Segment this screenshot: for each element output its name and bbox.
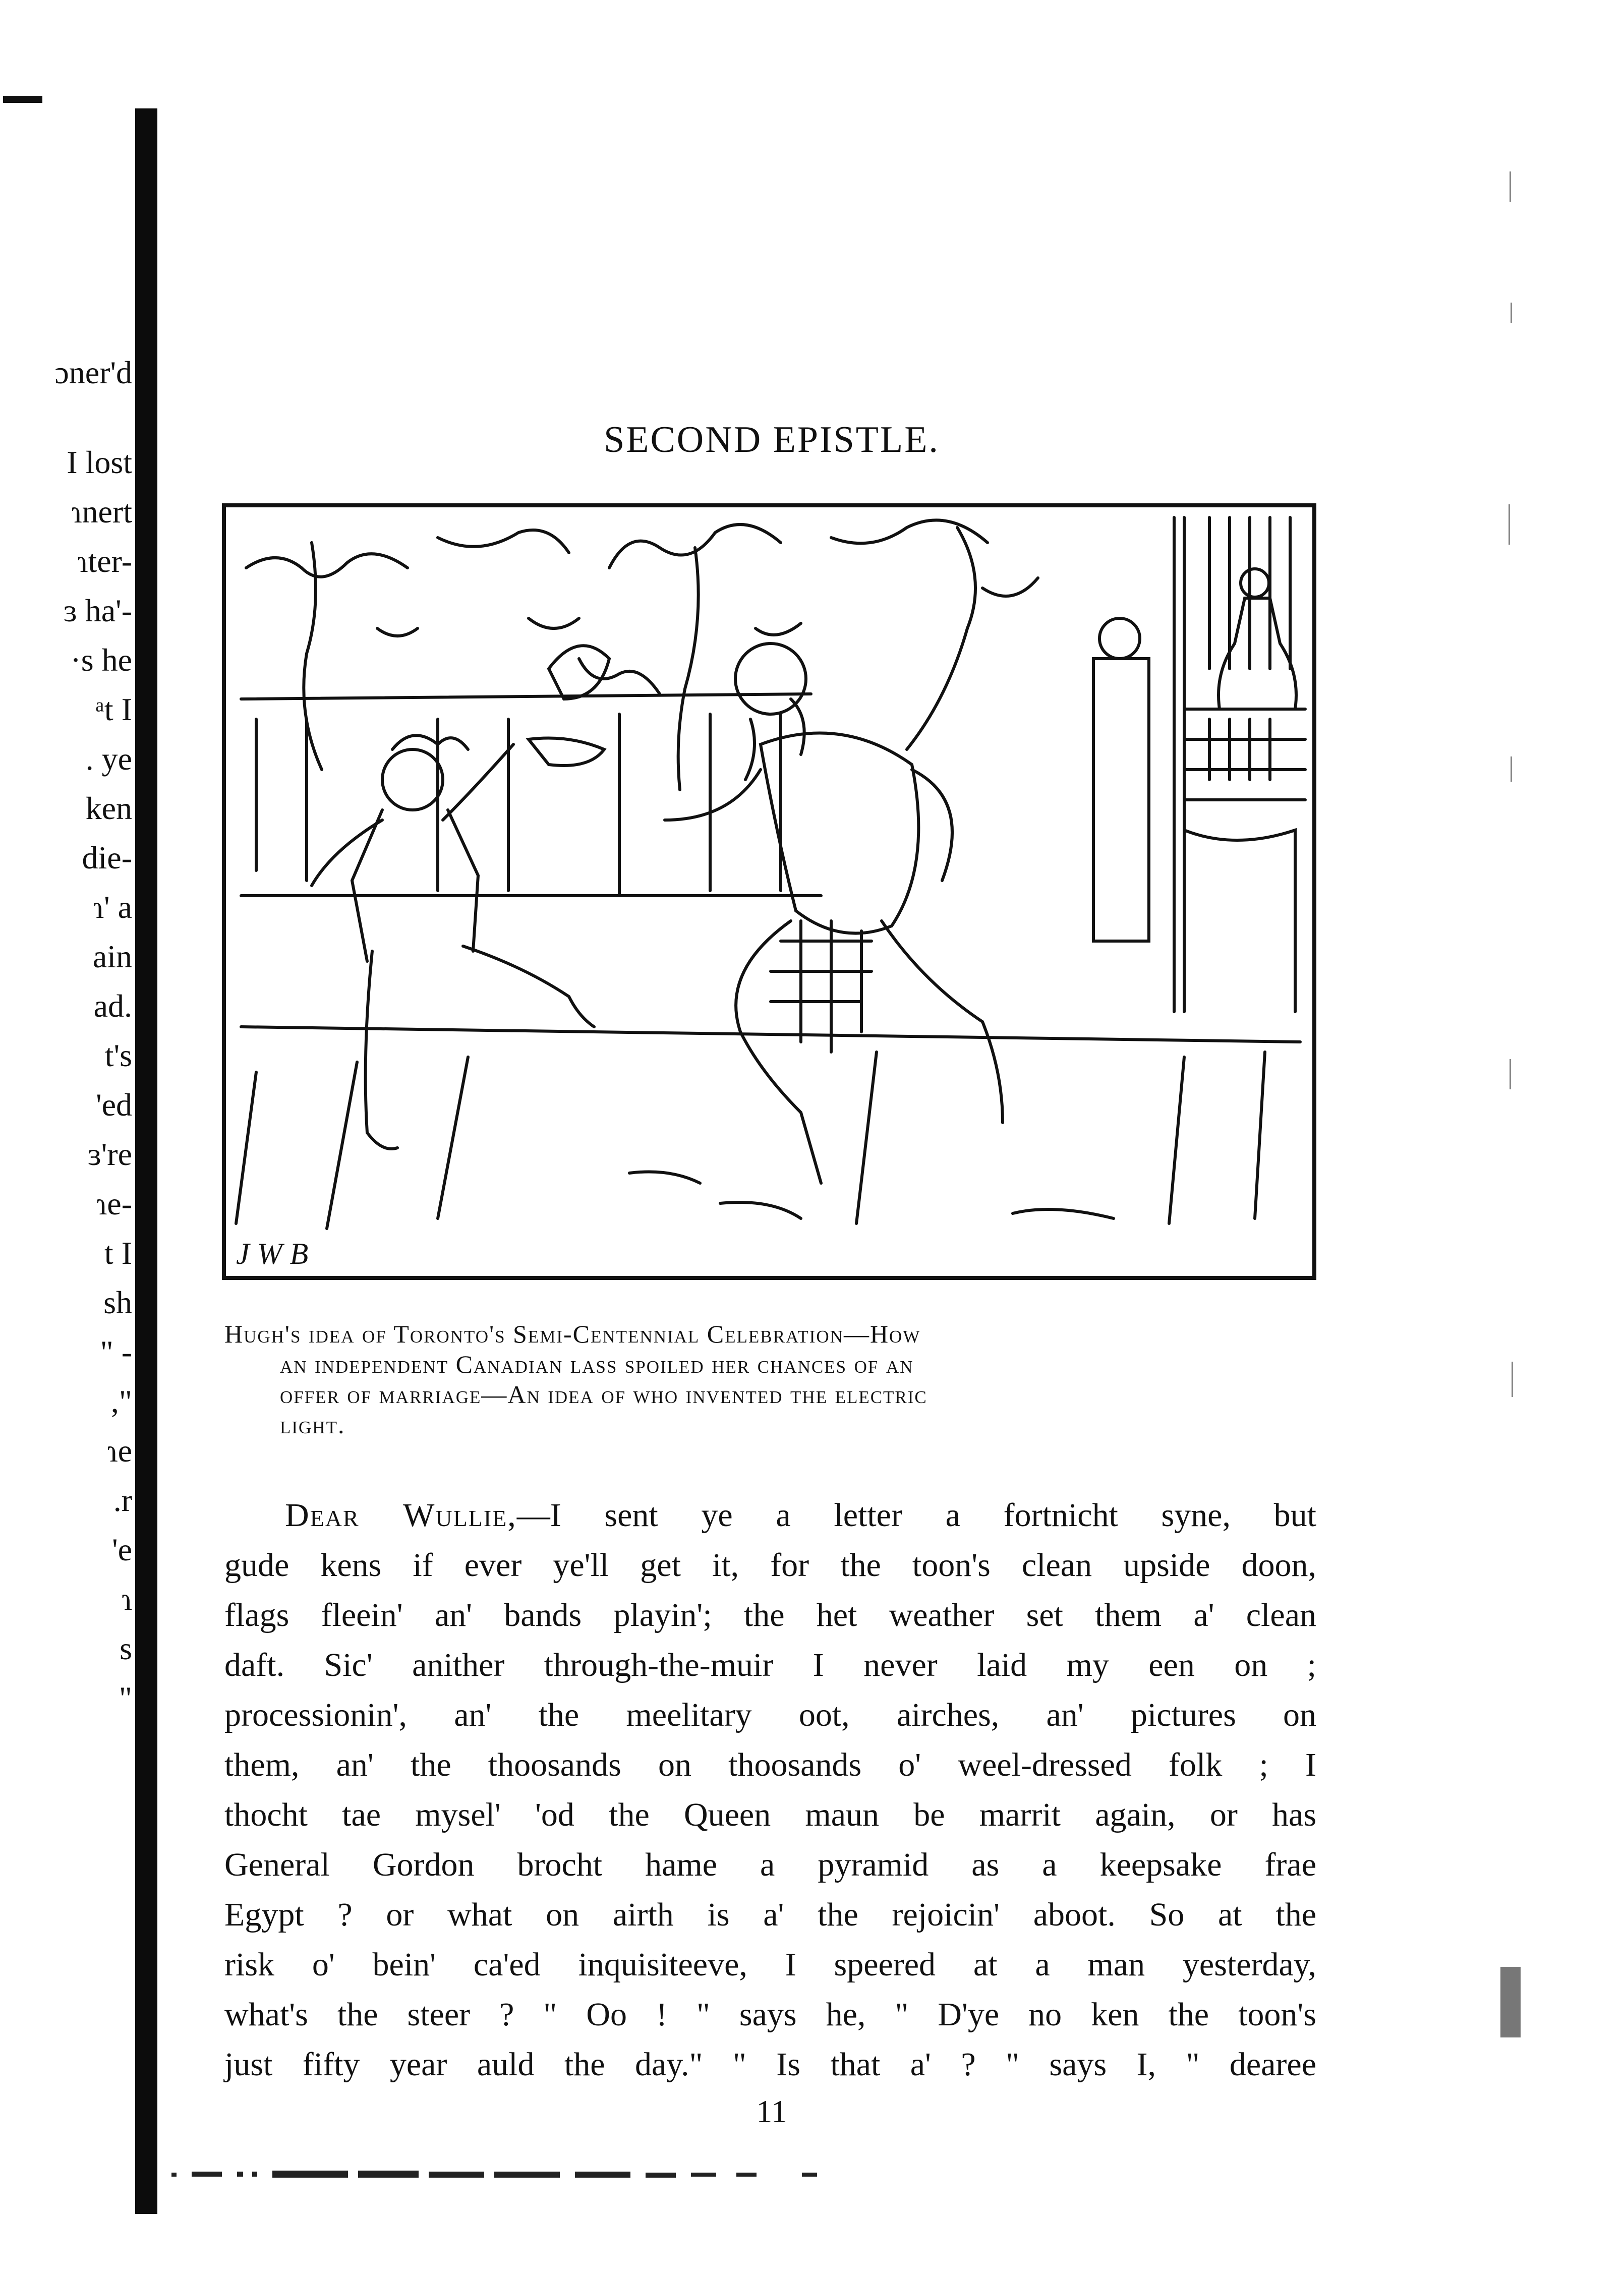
illustration-caption bbox=[224, 1319, 1309, 1440]
previous-page-fragment: ," bbox=[110, 1383, 132, 1419]
caption-line: offer of marriage—An idea of who invented the electric bbox=[280, 1380, 927, 1409]
tree-trunk-mid bbox=[678, 548, 699, 790]
previous-page-fragment: ᵃt I bbox=[95, 691, 132, 727]
previous-page-fragment: .r bbox=[113, 1482, 132, 1518]
previous-page-fragment: " bbox=[119, 1680, 132, 1716]
illustration bbox=[222, 503, 1316, 1280]
previous-page-fragment: sh bbox=[103, 1285, 132, 1320]
caption-line: Hugh's idea of Toronto's Semi-Centennial Celebration—How bbox=[224, 1320, 921, 1348]
previous-page-fragment: s bbox=[120, 1630, 132, 1666]
previous-page-fragment: ain bbox=[92, 939, 132, 974]
body-line: gude kens if ever ye'll get it, for the toon's clean upside doon, bbox=[224, 1547, 1316, 1584]
body-line: thocht tae mysel' 'od the Queen maun be marrit again, or has bbox=[224, 1796, 1316, 1833]
previous-page-fragments bbox=[0, 348, 132, 1723]
previous-page-fragment: t I bbox=[104, 1235, 132, 1271]
body-line: daft. Sic' anither through-the-muir I never laid my een on ; bbox=[224, 1647, 1316, 1683]
body-line: just fifty year auld the day." " Is that a' ? " says I, " dearee bbox=[224, 2046, 1316, 2083]
previous-page-fragment: ɿe- bbox=[96, 1186, 132, 1221]
body-line: Egypt ? or what on airth is a' the rejoicin' aboot. So at the bbox=[224, 1896, 1316, 1933]
boy-legs bbox=[366, 946, 594, 1149]
thrown-shoe bbox=[529, 738, 604, 766]
previous-page-fragment: ɿe bbox=[107, 1433, 132, 1469]
previous-page-fragment: " - bbox=[100, 1334, 132, 1370]
fragment-gap bbox=[0, 397, 132, 438]
body-line: processionin', an' the meelitary oot, airches, an' pictures on bbox=[224, 1697, 1316, 1733]
gutter-shadow bbox=[135, 108, 157, 2214]
tree-branches-mid bbox=[438, 530, 569, 553]
previous-page-fragment: ɔner'd bbox=[54, 355, 132, 390]
previous-page-fragment: ken bbox=[85, 790, 132, 826]
letter-body bbox=[224, 1490, 1316, 2089]
first-line-rest: —I sent ye a letter a fortnicht syne, but bbox=[516, 1497, 1316, 1534]
previous-page-fragment: I lost bbox=[67, 444, 132, 480]
body-line: flags fleein' an' bands playin'; the het weather set them a' clean bbox=[224, 1597, 1316, 1633]
body-line bbox=[224, 1490, 1316, 1540]
boy-body bbox=[352, 810, 478, 961]
caption-line: an independent Canadian lass spoiled her chances of an bbox=[280, 1350, 914, 1378]
boy-head bbox=[382, 749, 443, 810]
previous-page-fragment: ɜ're bbox=[87, 1136, 132, 1172]
previous-page-fragment: ɿnert bbox=[71, 494, 132, 530]
epistle-heading: SECOND EPISTLE. bbox=[604, 419, 940, 460]
body-line: what's the steer ? " Oo ! " says he, " D'ye no ken the toon's bbox=[224, 1996, 1316, 2033]
previous-page-fragment: ɜ ha'- bbox=[63, 593, 132, 628]
scan-noise-bottom bbox=[171, 2169, 842, 2180]
man-torso bbox=[761, 733, 918, 933]
thrown-hat bbox=[549, 646, 609, 699]
previous-page-fragment: . ye bbox=[85, 741, 132, 777]
previous-page-fragment: 'e bbox=[112, 1532, 132, 1567]
cartoon-drawing bbox=[226, 507, 1312, 1276]
salutation: Dear Wullie, bbox=[285, 1497, 517, 1534]
body-line: risk o' bein' ca'ed inquisiteeve, I speered at a man yesterday, bbox=[224, 1946, 1316, 1983]
scan-noise-right bbox=[1495, 151, 1526, 2118]
tree-branches-left bbox=[246, 554, 408, 577]
previous-page-fragment: ɿ bbox=[121, 1581, 132, 1617]
caption-line: light. bbox=[280, 1411, 345, 1439]
previous-page-fragment: 'ed bbox=[96, 1087, 132, 1123]
previous-page-fragment: t's bbox=[104, 1037, 132, 1073]
body-line: them, an' the thoosands on thoosands o' weel-dressed folk ; I bbox=[224, 1746, 1316, 1783]
previous-page-fragment: die- bbox=[82, 840, 132, 876]
man-legs bbox=[736, 921, 1003, 1183]
body-line: General Gordon brocht hame a pyramid as a keepsake frae bbox=[224, 1846, 1316, 1883]
previous-page-fragment: ɿter- bbox=[77, 543, 132, 579]
margin-mark bbox=[3, 96, 42, 103]
page-number: 11 bbox=[756, 2093, 787, 2129]
previous-page-fragment: ad. bbox=[93, 988, 132, 1024]
previous-page-fragment: ɿ' a bbox=[93, 889, 132, 925]
artist-signature: J W B bbox=[236, 1237, 309, 1270]
previous-page-fragment: ·s he bbox=[70, 642, 132, 678]
